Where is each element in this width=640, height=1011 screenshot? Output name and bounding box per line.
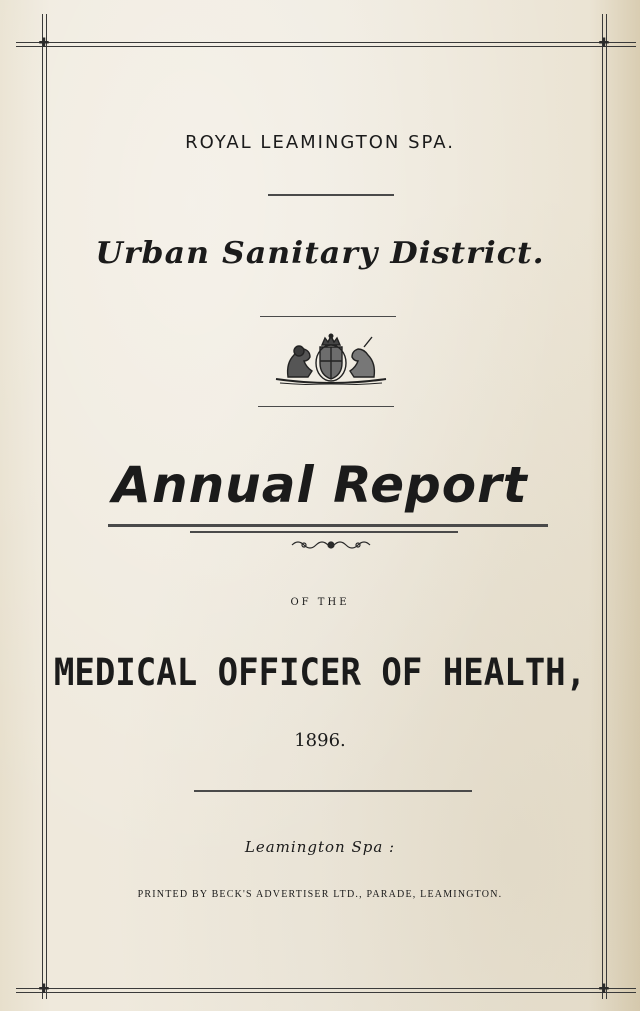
district-heading: Urban Sanitary District. [95, 236, 545, 271]
report-year: 1896. [294, 730, 346, 751]
title-underline [108, 524, 548, 527]
publication-place: Leamington Spa : [244, 838, 396, 856]
scroll-flourish-icon [290, 537, 372, 553]
royal-coat-of-arms-icon [272, 333, 390, 385]
printer-imprint: PRINTED BY BECK'S ADVERTISER LTD., PARADE, LEAMINGTON. [137, 889, 503, 900]
divider-rule [260, 316, 396, 317]
corner-ornament-icon: ✚ [38, 36, 50, 51]
divider-rule [194, 790, 472, 792]
title-underline-short [190, 531, 458, 533]
report-title: Annual Report [112, 456, 528, 514]
of-the-text: OF THE [290, 597, 350, 608]
divider-rule [258, 406, 394, 407]
divider-rule [268, 194, 394, 196]
officer-heading: MEDICAL OFFICER OF HEALTH, [53, 651, 587, 695]
top-border-rule [16, 42, 636, 47]
town-heading: ROYAL LEAMINGTON SPA. [185, 132, 455, 153]
corner-ornament-icon: ✚ [38, 982, 50, 997]
bottom-border-rule [16, 988, 636, 993]
corner-ornament-icon: ✚ [598, 982, 610, 997]
corner-ornament-icon: ✚ [598, 36, 610, 51]
